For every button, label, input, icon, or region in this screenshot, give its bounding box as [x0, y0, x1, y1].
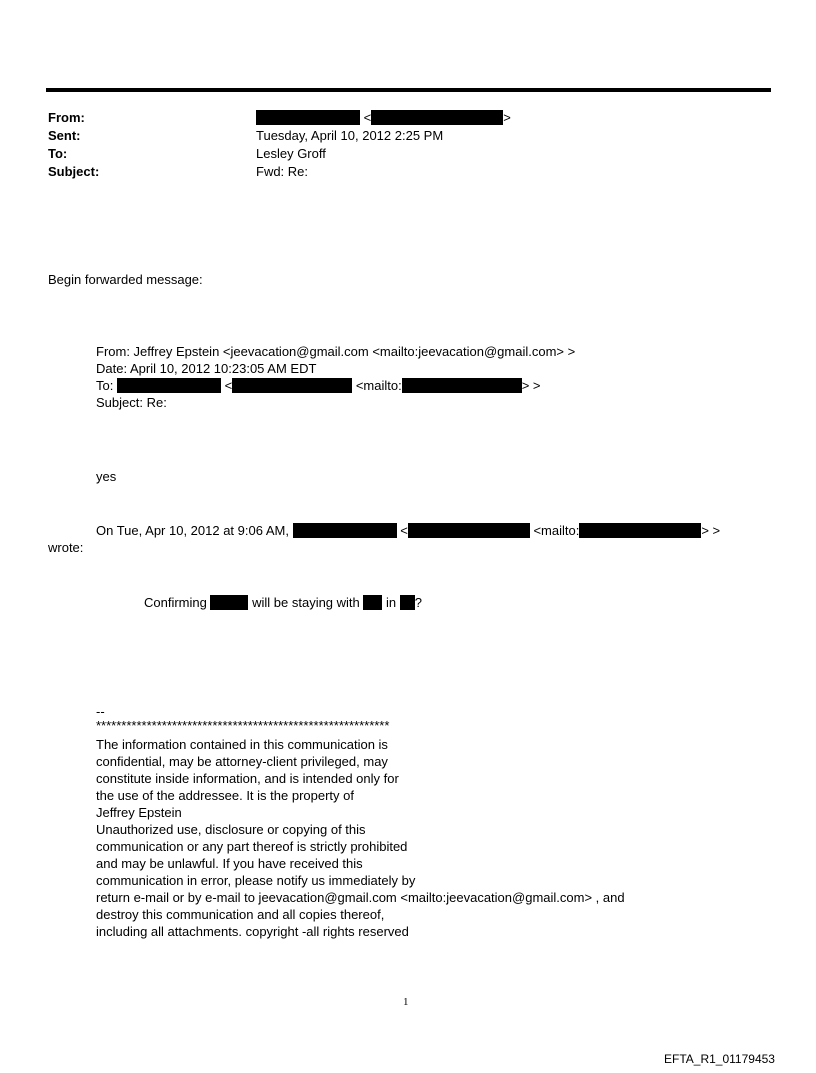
- subject-value: Fwd: Re:: [256, 164, 309, 179]
- fwd-date: Date: April 10, 2012 10:23:05 AM EDT: [96, 361, 317, 376]
- confirm-line: [144, 594, 422, 611]
- confirm-text-4: ?: [414, 595, 422, 610]
- from-label: From:: [48, 110, 85, 125]
- confirm-text-3: in: [386, 595, 397, 610]
- redaction-block: [117, 378, 221, 393]
- sent-value: Tuesday, April 10, 2012 2:25 PM: [256, 128, 444, 143]
- disclaimer-line: constitute inside information, and is intended only for: [96, 771, 399, 786]
- document-id: EFTA_R1_01179453: [664, 1052, 775, 1066]
- redaction-block: [408, 523, 530, 538]
- redaction-block: [363, 595, 382, 610]
- reply-text: yes: [96, 469, 117, 484]
- from-value: [256, 109, 511, 126]
- redaction-block: [256, 110, 360, 125]
- redaction-block: [293, 523, 397, 538]
- confirm-text-2: will be staying with: [252, 595, 360, 610]
- signature-dash: --: [96, 704, 105, 719]
- disclaimer-line: communication in error, please notify us immediately by: [96, 873, 416, 888]
- to-label: To:: [48, 146, 68, 161]
- disclaimer-block: [96, 736, 625, 940]
- fwd-to-end: > >: [521, 378, 541, 393]
- begin-forwarded: Begin forwarded message:: [48, 272, 203, 287]
- disclaimer-line: Unauthorized use, disclosure or copying of this: [96, 822, 366, 837]
- from-gt: >: [503, 110, 511, 125]
- fwd-to-mailto: <mailto:: [355, 378, 402, 393]
- disclaimer-line: return e-mail or by e-mail to jeevacation@gmail.com <mailto:jeevacation@gmail.com> , and: [96, 890, 625, 905]
- fwd-to: [96, 377, 541, 394]
- redaction-block: [232, 378, 352, 393]
- quote-lt: <: [400, 523, 408, 538]
- disclaimer-line: Jeffrey Epstein: [96, 805, 182, 820]
- quote-end: > >: [701, 523, 721, 538]
- redaction-block: [400, 595, 415, 610]
- disclaimer-line: confidential, may be attorney-client privileged, may: [96, 754, 388, 769]
- redaction-block: [210, 595, 248, 610]
- confirm-text-1: Confirming: [144, 595, 207, 610]
- redaction-block: [371, 110, 503, 125]
- fwd-to-lt: <: [224, 378, 233, 393]
- from-lt: <: [363, 110, 372, 125]
- disclaimer-line: The information contained in this communication is: [96, 737, 388, 752]
- to-value: Lesley Groff: [256, 146, 326, 161]
- disclaimer-line: and may be unlawful. If you have received this: [96, 856, 363, 871]
- quote-wrote: wrote:: [48, 540, 84, 555]
- quote-on: On Tue, Apr 10, 2012 at 9:06 AM,: [96, 523, 289, 538]
- disclaimer-line: destroy this communication and all copies thereof,: [96, 907, 385, 922]
- signature-stars: **********************************************************: [96, 718, 390, 733]
- sent-label: Sent:: [48, 128, 81, 143]
- quote-mailto: <mailto:: [533, 523, 580, 538]
- disclaimer-line: communication or any part thereof is strictly prohibited: [96, 839, 408, 854]
- page-number: 1: [403, 996, 409, 1008]
- quote-header: [96, 522, 720, 539]
- fwd-from: From: Jeffrey Epstein <jeevacation@gmail.com <mailto:jeevacation@gmail.com> >: [96, 344, 576, 359]
- redaction-block: [402, 378, 522, 393]
- disclaimer-line: including all attachments. copyright -all rights reserved: [96, 924, 409, 939]
- fwd-to-label: To:: [96, 378, 114, 393]
- disclaimer-line: the use of the addressee. It is the property of: [96, 788, 354, 803]
- header-rule: [46, 88, 771, 92]
- subject-label: Subject:: [48, 164, 100, 179]
- fwd-subject: Subject: Re:: [96, 395, 167, 410]
- redaction-block: [579, 523, 701, 538]
